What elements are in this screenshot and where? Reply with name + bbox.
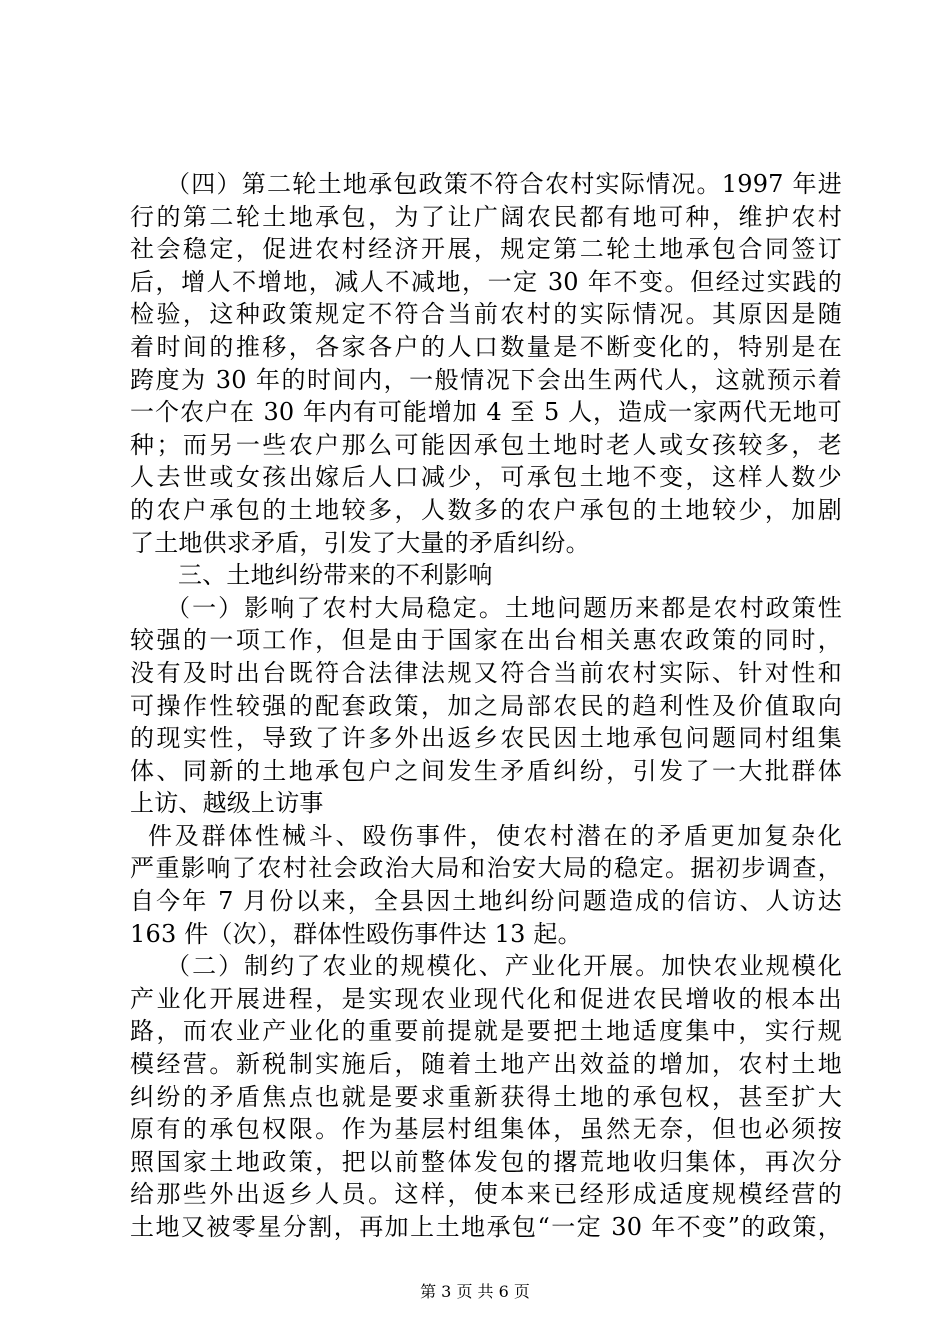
section-heading: 三、土地纠纷带来的不利影响 bbox=[178, 561, 493, 590]
paragraph-line: 自今年 7 月份以来，全县因土地纠纷问题造成的信访、人访达 bbox=[130, 887, 842, 916]
paragraph-line: 没有及时出台既符合法律法规又符合当前农村实际、针对性和 bbox=[130, 658, 842, 687]
document-body bbox=[130, 168, 842, 1244]
paragraph-line: 模经营。新税制实施后，随着土地产出效益的增加，农村土地 bbox=[130, 1050, 842, 1079]
paragraph-line: 的农户承包的土地较多，人数多的农户承包的土地较少，加剧 bbox=[130, 495, 842, 524]
paragraph-line: （二）制约了农业的规模化、产业化开展。加快农业规模化 bbox=[166, 952, 842, 981]
paragraph-line: 跨度为 30 年的时间内，一般情况下会出生两代人，这就预示着 bbox=[130, 365, 842, 394]
paragraph-line: 照国家土地政策，把以前整体发包的撂荒地收归集体，再次分 bbox=[130, 1147, 842, 1176]
page-number-footer: 第 3 页 共 6 页 bbox=[420, 1282, 530, 1301]
paragraph-line: 上访、越级上访事 bbox=[130, 789, 324, 818]
paragraph-line: 路，而农业产业化的重要前提就是要把土地适度集中，实行规 bbox=[130, 1017, 842, 1046]
paragraph-line: 163 件（次），群体性殴伤事件达 13 起。 bbox=[130, 919, 582, 948]
paragraph-line: 原有的承包权限。作为基层村组集体，虽然无奈，但也必须按 bbox=[130, 1115, 842, 1144]
paragraph-line: 产业化开展进程，是实现农业现代化和促进农民增收的根本出 bbox=[130, 984, 842, 1013]
paragraph-line: 的现实性，导致了许多外出返乡农民因土地承包问题同村组集 bbox=[130, 724, 842, 753]
paragraph-line: （一）影响了农村大局稳定。土地问题历来都是农村政策性 bbox=[166, 593, 842, 622]
paragraph-line: 土地又被零星分割，再加上土地承包“一定 30 年不变”的政策， bbox=[130, 1213, 842, 1241]
paragraph-line: （四）第二轮土地承包政策不符合农村实际情况。1997 年进 bbox=[166, 170, 842, 198]
paragraph-line: 社会稳定，促进农村经济开展，规定第二轮土地承包合同签订 bbox=[130, 235, 842, 264]
paragraph-line: 给那些外出返乡人员。这样，使本来已经形成适度规模经营的 bbox=[130, 1180, 842, 1209]
paragraph-line: 种；而另一些农户那么可能因承包土地时老人或女孩较多，老 bbox=[130, 430, 842, 459]
paragraph-line: 着时间的推移，各家各户的人口数量是不断变化的，特别是在 bbox=[130, 332, 842, 361]
paragraph-line: 检验，这种政策规定不符合当前农村的实际情况。其原因是随 bbox=[130, 300, 842, 329]
paragraph-line: 后，增人不增地，减人不减地，一定 30 年不变。但经过实践的 bbox=[130, 267, 842, 296]
paragraph-line: 纠纷的矛盾焦点也就是要求重新获得土地的承包权，甚至扩大 bbox=[130, 1082, 842, 1111]
paragraph-line: 可操作性较强的配套政策，加之局部农民的趋利性及价值取向 bbox=[130, 691, 842, 720]
paragraph-line: 体、同新的土地承包户之间发生矛盾纠纷，引发了一大批群体 bbox=[130, 756, 842, 785]
paragraph-line: 较强的一项工作，但是由于国家在出台相关惠农政策的同时， bbox=[130, 626, 842, 655]
paragraph-line: 件及群体性械斗、殴伤事件，使农村潜在的矛盾更加复杂化 bbox=[148, 821, 842, 850]
paragraph-line: 行的第二轮土地承包，为了让广阔农民都有地可种，维护农村 bbox=[130, 202, 842, 231]
paragraph-line: 人去世或女孩出嫁后人口减少，可承包土地不变，这样人数少 bbox=[130, 463, 842, 492]
paragraph-line: 一个农户在 30 年内有可能增加 4 至 5 人，造成一家两代无地可 bbox=[130, 398, 842, 427]
paragraph-line: 严重影响了农村社会政治大局和治安大局的稳定。据初步调查， bbox=[130, 854, 842, 883]
paragraph-line: 了土地供求矛盾，引发了大量的矛盾纠纷。 bbox=[130, 528, 590, 557]
